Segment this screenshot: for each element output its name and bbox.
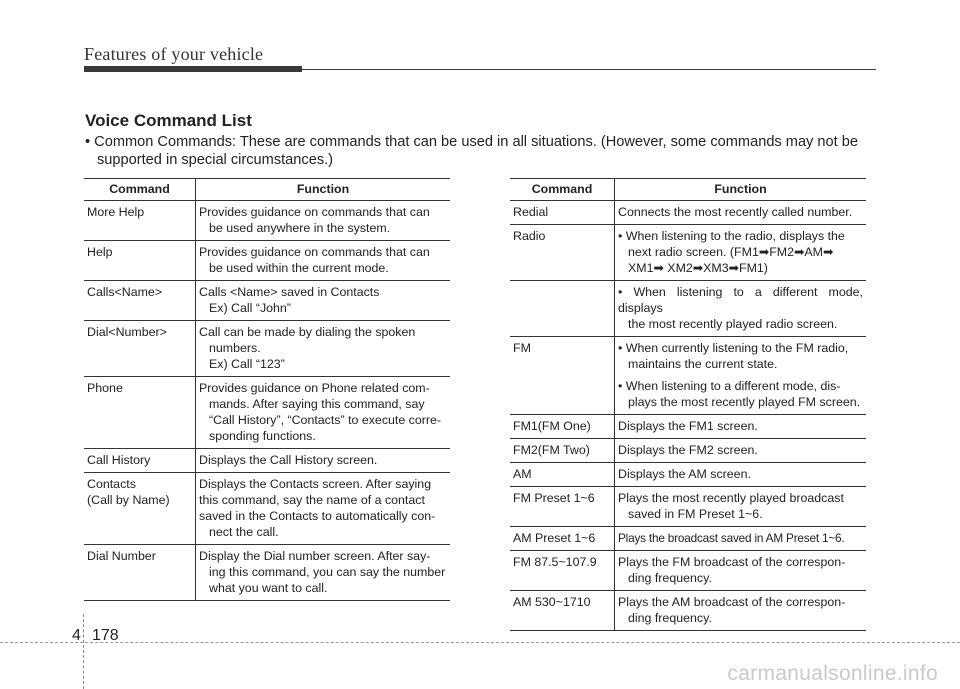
table-row (84, 449, 450, 473)
function-line: mands. After saying this command, say (209, 397, 425, 411)
function-line: XM1➡ XM2➡XM3➡FM1) (628, 261, 768, 275)
table-row (510, 337, 866, 415)
function-line: Ex) Call “123” (209, 357, 285, 371)
function-cell (615, 527, 867, 551)
function-line: Call can be made by dialing the spoken (199, 325, 416, 339)
table-header-row (84, 179, 450, 201)
function-cell (196, 241, 451, 281)
function-cell (196, 321, 451, 377)
table-row (84, 545, 450, 601)
function-cell (615, 551, 867, 591)
function-line: Displays the FM2 screen. (618, 443, 758, 457)
function-cell (196, 449, 451, 473)
function-line: ing this command, you can say the number (209, 565, 446, 579)
table-row (84, 241, 450, 281)
function-cell (615, 225, 867, 281)
column-header-command: Command (84, 179, 196, 201)
command-label: Contacts (87, 477, 136, 491)
function-line: • When listening to the radio, displays the (618, 229, 845, 243)
command-cell: FM2(FM Two) (510, 439, 615, 463)
function-cell (615, 591, 867, 631)
command-cell: AM 530~1710 (510, 591, 615, 631)
function-line: be used anywhere in the system. (209, 221, 391, 235)
function-line: • When listening to a different mode, dis- (618, 379, 841, 393)
watermark-text: carmanualsonline.info (727, 662, 938, 685)
right-command-table (510, 178, 866, 631)
function-line: • When listening to a different mode, displays (618, 285, 863, 315)
command-cell: More Help (84, 201, 196, 241)
function-cell (615, 201, 867, 225)
function-cell (615, 337, 867, 415)
command-cell: FM1(FM One) (510, 415, 615, 439)
function-line: Displays the AM screen. (618, 467, 751, 481)
table-row (84, 473, 450, 545)
function-line: ding frequency. (628, 611, 712, 625)
function-line: Display the Dial number screen. After say- (199, 549, 431, 563)
function-line: Connects the most recently called number. (618, 205, 853, 219)
command-cell: Calls<Name> (84, 281, 196, 321)
table-row (510, 415, 866, 439)
command-cell: Radio (510, 225, 615, 281)
table-row (510, 527, 866, 551)
function-line: Plays the FM broadcast of the correspon- (618, 555, 846, 569)
function-line: Provides guidance on commands that can (199, 205, 430, 219)
function-line: Displays the Call History screen. (199, 453, 378, 467)
function-line: Plays the broadcast saved in AM Preset 1~6. (618, 531, 845, 545)
function-cell (615, 415, 867, 439)
command-cell: Dial<Number> (84, 321, 196, 377)
function-line: sponding functions. (209, 429, 316, 443)
footer-divider (83, 614, 84, 689)
function-cell (615, 463, 867, 487)
command-cell: Phone (84, 377, 196, 449)
function-line: next radio screen. (FM1➡FM2➡AM➡ (628, 245, 834, 259)
function-line: the most recently played radio screen. (628, 317, 838, 331)
left-command-table (84, 178, 450, 601)
command-cell: AM Preset 1~6 (510, 527, 615, 551)
function-line: this command, say the name of a contact (199, 493, 425, 507)
table-row (510, 201, 866, 225)
command-cell: AM (510, 463, 615, 487)
function-line: “Call History”, “Contacts” to execute corre- (209, 413, 442, 427)
table-row (510, 551, 866, 591)
function-line: Plays the most recently played broadcast (618, 491, 844, 505)
function-cell (615, 487, 867, 527)
function-line: saved in FM Preset 1~6. (628, 507, 763, 521)
command-cell: Redial (510, 201, 615, 225)
command-sublabel: (Call by Name) (87, 493, 170, 507)
function-line: maintains the current state. (628, 357, 778, 371)
function-cell (615, 281, 867, 337)
command-cell: Help (84, 241, 196, 281)
function-line: Provides guidance on commands that can (199, 245, 430, 259)
function-line: saved in the Contacts to automatically con- (199, 509, 436, 523)
command-cell: Dial Number (84, 545, 196, 601)
function-line: Displays the Contacts screen. After saying (199, 477, 432, 491)
command-cell: Call History (84, 449, 196, 473)
function-line: ding frequency. (628, 571, 712, 585)
table-row (510, 487, 866, 527)
command-cell (84, 473, 196, 545)
table-row (84, 321, 450, 377)
function-line: nect the call. (209, 525, 279, 539)
footer-section-number: 4 (72, 627, 81, 644)
table-row (510, 463, 866, 487)
function-cell (196, 473, 451, 545)
table-row (84, 201, 450, 241)
table-row (510, 591, 866, 631)
function-cell (196, 545, 451, 601)
footer-rule (0, 642, 960, 643)
function-line: Displays the FM1 screen. (618, 419, 758, 433)
command-cell: FM 87.5~107.9 (510, 551, 615, 591)
page-header-title: Features of your vehicle (84, 44, 264, 64)
table-header-row (510, 179, 866, 201)
footer-page-number: 178 (92, 627, 119, 644)
function-line: Plays the AM broadcast of the correspon- (618, 595, 846, 609)
function-line: be used within the current mode. (209, 261, 389, 275)
table-row (510, 225, 866, 281)
table-row (510, 281, 866, 337)
function-cell (615, 439, 867, 463)
function-line: • When currently listening to the FM radio, (618, 341, 849, 355)
function-line: what you want to call. (209, 581, 328, 595)
column-header-function: Function (196, 179, 451, 201)
function-line: Provides guidance on Phone related com- (199, 381, 430, 395)
function-cell (196, 281, 451, 321)
function-line: Ex) Call “John” (209, 301, 291, 315)
function-line: Calls <Name> saved in Contacts (199, 285, 380, 299)
section-title: Voice Command List (85, 111, 252, 130)
command-cell: FM (510, 337, 615, 415)
table-row (84, 377, 450, 449)
table-row (510, 439, 866, 463)
header-rule-thin (84, 69, 876, 70)
table-row (84, 281, 450, 321)
intro-text: • Common Commands: These are commands that can be used in all situations. (However, some commands may not be supported in special circumstances.) (85, 134, 858, 168)
function-line: numbers. (209, 341, 261, 355)
column-header-command: Command (510, 179, 615, 201)
command-cell (510, 281, 615, 337)
function-line: plays the most recently played FM screen. (628, 395, 861, 409)
function-cell (196, 377, 451, 449)
function-cell (196, 201, 451, 241)
command-cell: FM Preset 1~6 (510, 487, 615, 527)
column-header-function: Function (615, 179, 867, 201)
